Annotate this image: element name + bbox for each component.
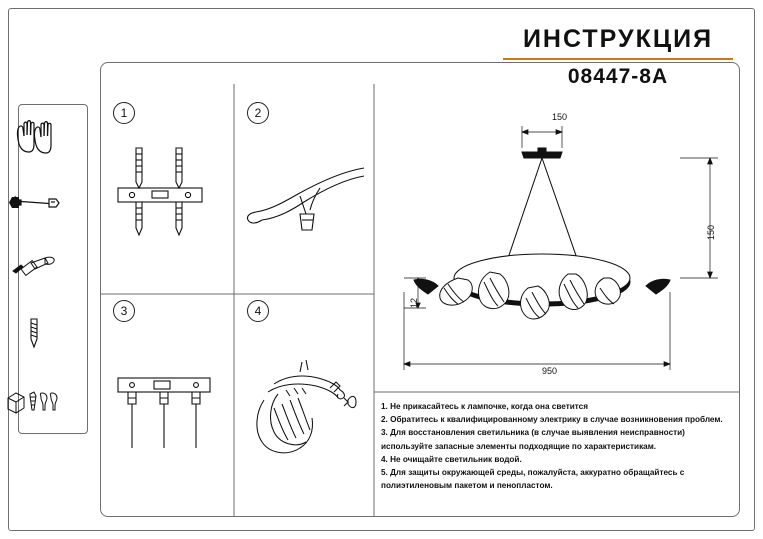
step-4-number: 4 [247,300,269,322]
instruction-line-5: 4. Не очищайте светильник водой. [381,454,522,464]
instruction-line-6: 5. Для защиты окружающей среды, пожалуйста, аккуратно обращайтесь с [381,468,685,478]
instruction-line-3: 3. Для восстановления светильника (в случае выявления неисправности) [381,428,685,438]
instruction-line-2: 2. Обратитесь к квалифицированному электрику в случае возникновения проблем. [381,415,723,425]
dimension-fixture-height: 12 [409,297,419,308]
safety-instructions [381,400,733,492]
step-2-number: 2 [247,102,269,124]
instruction-line-7: полиэтиленовым пакетом и пенопластом. [381,481,553,491]
step-3-illustration [108,368,230,468]
step-2-illustration [240,150,372,260]
product-drawing [380,92,740,392]
dimension-top-drop: 150 [552,112,568,122]
step-1-number: 1 [113,102,135,124]
page-title: ИНСТРУКЦИЯ [522,25,714,53]
instruction-line-4: используйте запасные элементы подходящие по характеристикам. [381,441,657,451]
model-number: 08447-8A [567,65,669,88]
step-4-illustration [244,350,370,490]
instruction-line-1: 1. Не прикасайтесь к лампочке, когда она светится [381,402,589,411]
step-3-number: 3 [113,300,135,322]
dimension-right-height: 150 [706,224,716,240]
dimension-bottom-width: 950 [542,366,558,376]
step-1-illustration [108,140,230,250]
